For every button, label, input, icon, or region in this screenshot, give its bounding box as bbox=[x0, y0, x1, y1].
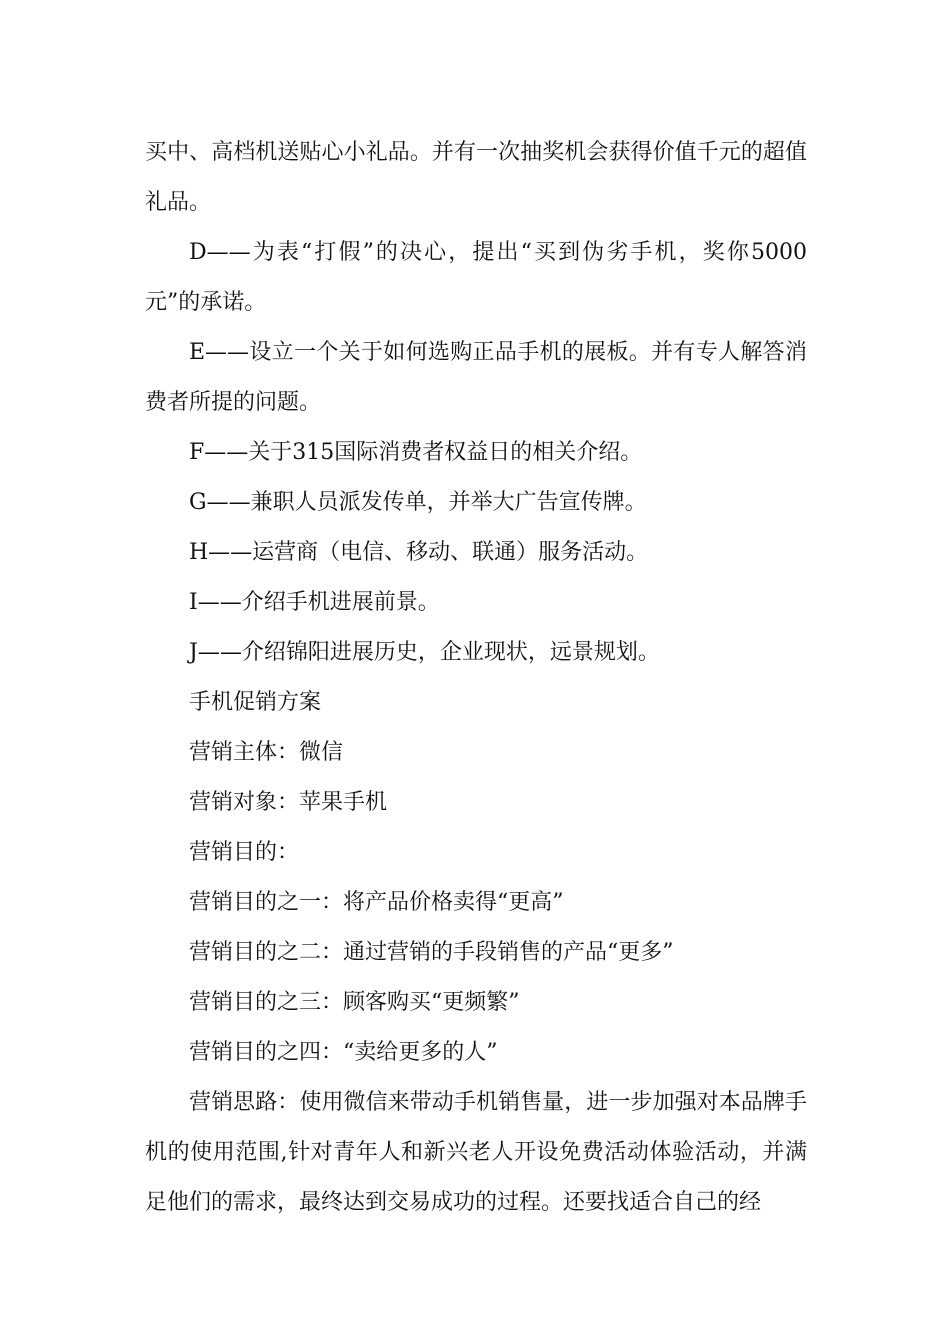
paragraph-goal-1: 营销目的之一：将产品价格卖得“更高” bbox=[189, 890, 564, 915]
paragraph-goal-2: 营销目的之二：通过营销的手段销售的产品“更多” bbox=[189, 940, 674, 965]
paragraph-item-i: I——介绍手机进展前景。 bbox=[189, 590, 440, 615]
paragraph-item-g: G——兼职人员派发传单，并举大广告宣传牌。 bbox=[189, 490, 647, 515]
paragraph-item-h: H——运营商（电信、移动、联通）服务活动。 bbox=[189, 540, 649, 565]
paragraph-gift-continuation: 买中、高档机送贴心小礼品。并有一次抽奖机会获得价值千元的超值礼品。 bbox=[145, 140, 807, 215]
section-heading: 手机促销方案 bbox=[189, 690, 322, 715]
paragraph-marketing-goal: 营销目的： bbox=[189, 840, 300, 865]
paragraph-item-d: D——为表“打假”的决心，提出“买到伪劣手机，奖你5000元”的承诺。 bbox=[145, 240, 807, 315]
document-body bbox=[145, 128, 807, 1228]
paragraph-goal-4: 营销目的之四：“卖给更多的人” bbox=[189, 1040, 498, 1065]
paragraph-item-f: F——关于315国际消费者权益日的相关介绍。 bbox=[189, 440, 643, 465]
paragraph-marketing-object: 营销对象：苹果手机 bbox=[189, 790, 388, 815]
paragraph-goal-3: 营销目的之三：顾客购买“更频繁” bbox=[189, 990, 520, 1015]
paragraph-item-e: E——设立一个关于如何选购正品手机的展板。并有专人解答消费者所提的问题。 bbox=[145, 340, 807, 415]
paragraph-marketing-subject: 营销主体：微信 bbox=[189, 740, 344, 765]
paragraph-item-j: J——介绍锦阳进展历史，企业现状，远景规划。 bbox=[189, 640, 660, 665]
paragraph-marketing-idea: 营销思路：使用微信来带动手机销售量，进一步加强对本品牌手机的使用范围,针对青年人和新兴老人开设免费活动体验活动，并满足他们的需求，最终达到交易成功的过程。还要找适合自己的经 bbox=[145, 1090, 807, 1215]
